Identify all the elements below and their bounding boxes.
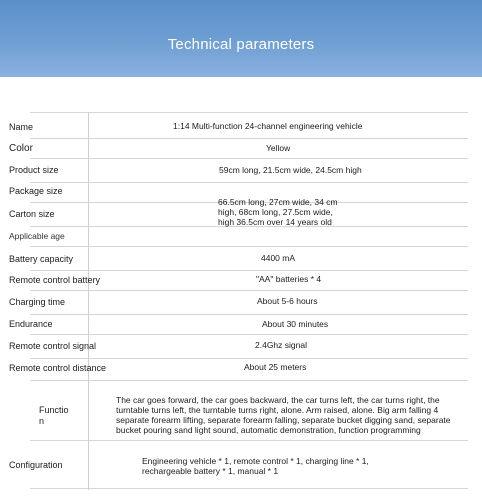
label-applicable-age: Applicable age <box>9 231 65 241</box>
table-row <box>30 246 468 271</box>
label-configuration: Configuration <box>9 460 63 470</box>
value-function: The car goes forward, the car goes backward, the car turns left, the car turns right, the turntable turns left, the turntable turns right, alone. Arm raised, alone. Big arm falling 4 separate forearm lifting, separate forearm falling, separate bucket digging sand, separate bucket pouring sand light sound, automatic demonstration, function programming <box>116 395 451 435</box>
page-title: Technical parameters <box>167 36 315 53</box>
label-remote-control-signal: Remote control signal <box>9 341 97 351</box>
table-row <box>30 226 468 247</box>
label-charging-time: Charging time <box>9 297 66 307</box>
value-remote-control-signal: 2.4Ghz signal <box>255 340 307 350</box>
value-configuration: Engineering vehicle * 1, remote control * 1, charging line * 1, rechargeable battery * 1, manual * 1 <box>142 456 369 476</box>
label-remote-control-distance: Remote control distance <box>9 363 107 373</box>
table-row <box>30 314 468 335</box>
label-name: Name <box>9 122 34 132</box>
value-battery-capacity: 4400 mA <box>261 253 296 263</box>
label-endurance: Endurance <box>9 319 53 329</box>
table-row <box>30 290 468 315</box>
label-color: Color <box>9 143 33 154</box>
table-row <box>30 137 468 159</box>
value-endurance: About 30 minutes <box>262 319 329 329</box>
label-carton-size: Carton size <box>9 209 55 219</box>
value-remote-control-distance: About 25 meters <box>244 362 307 372</box>
value-charging-time: About 5-6 hours <box>257 296 318 306</box>
label-package-size: Package size <box>9 186 63 196</box>
label-function: Functio n <box>39 405 69 426</box>
value-remote-control-battery: "AA" batteries * 4 <box>256 274 322 284</box>
label-product-size: Product size <box>9 165 59 175</box>
header-banner <box>0 0 482 77</box>
value-product-size: 59cm long, 21.5cm wide, 24.5cm high <box>219 165 362 175</box>
value-name: 1:14 Multi-function 24-channel engineering vehicle <box>173 121 363 131</box>
label-remote-control-battery: Remote control battery <box>9 275 101 285</box>
value-package-carton-age: 66.5cm long, 27cm wide, 34 cm high, 68cm long, 27.5cm wide, high 36.5cm over 14 years old <box>218 197 338 227</box>
label-battery-capacity: Battery capacity <box>9 254 74 264</box>
value-color: Yellow <box>266 143 291 153</box>
